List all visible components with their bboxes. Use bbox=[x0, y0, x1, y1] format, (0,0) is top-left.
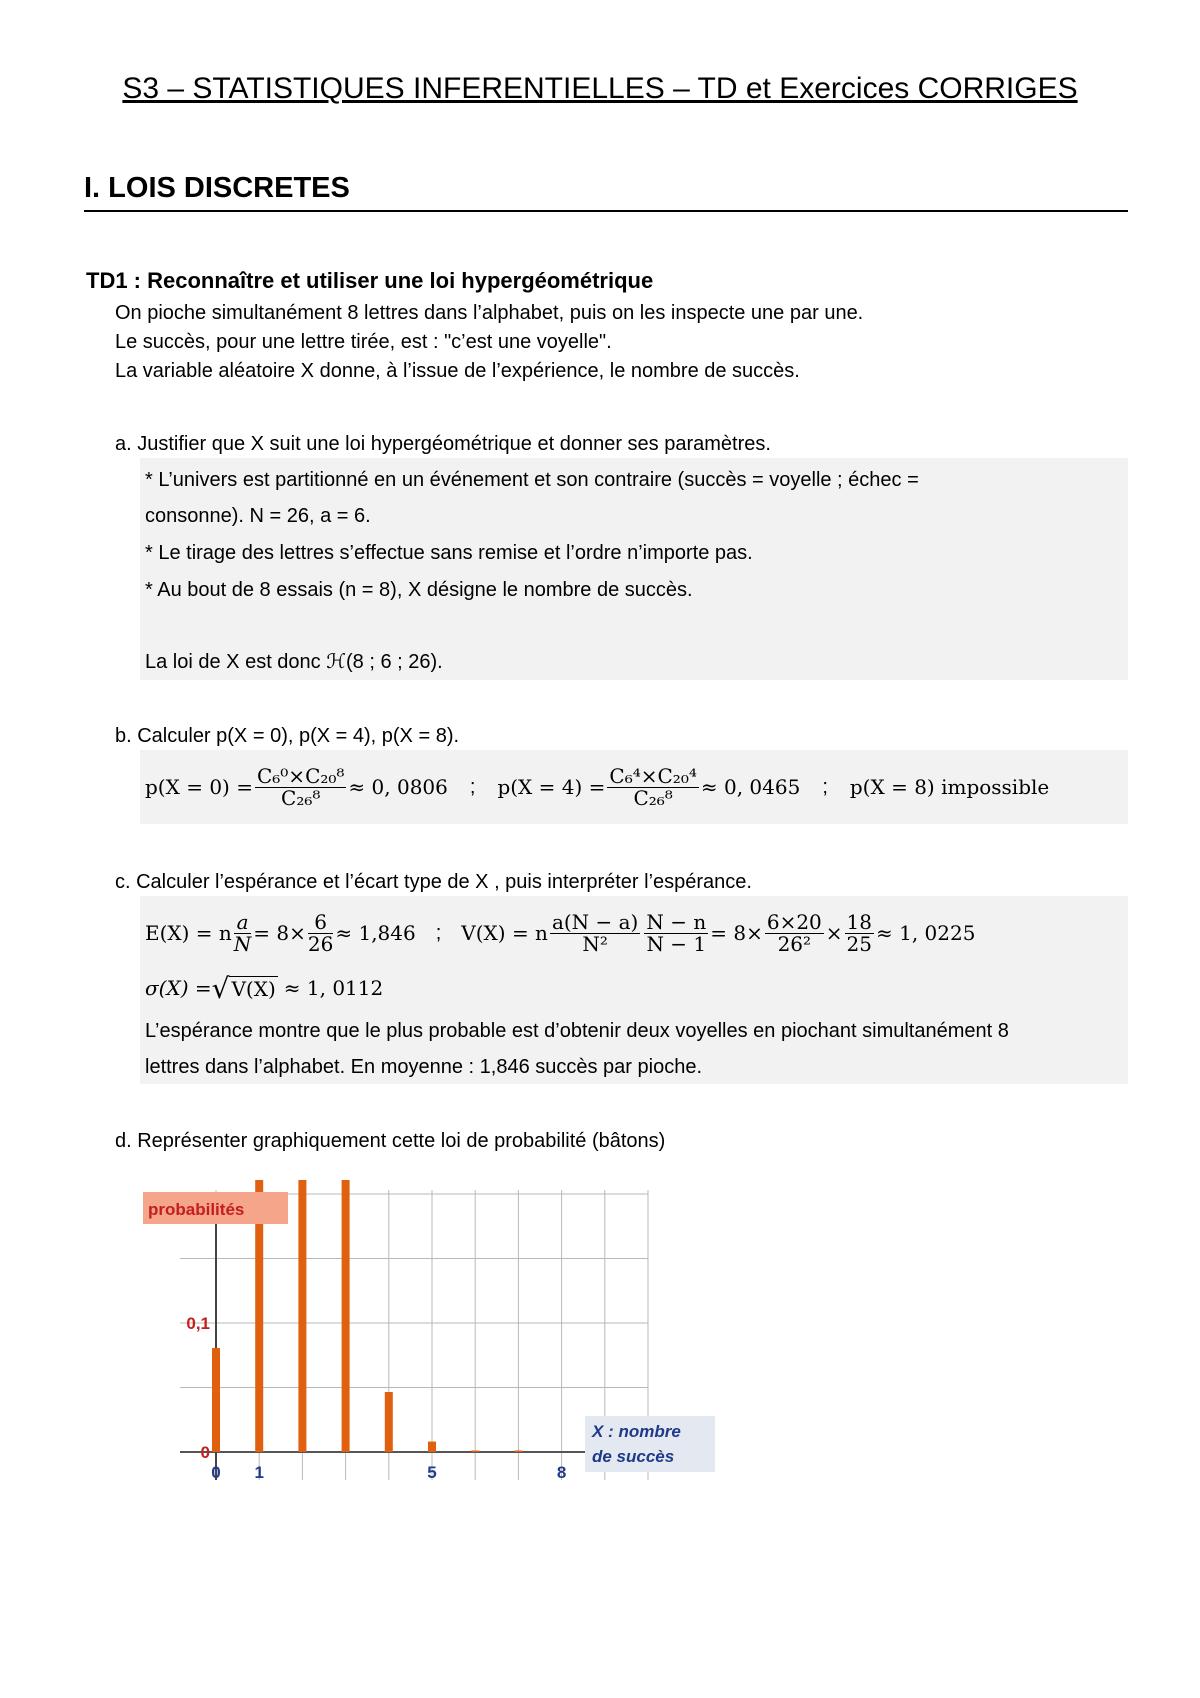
chart-grid bbox=[180, 1180, 648, 1480]
v-fraction-2: $\frac{N - n}{N - 1}$ bbox=[646, 909, 707, 956]
answer-a-line: * L’univers est partitionné en un événement et son contraire (succès = voyelle ; échec = bbox=[145, 469, 919, 491]
bar-x-4 bbox=[385, 1392, 393, 1452]
section-heading: I. LOIS DISCRETES bbox=[84, 172, 350, 204]
x-tick-label: 0 bbox=[211, 1463, 221, 1482]
p8-label: p(X = 8) impossible bbox=[849, 775, 1050, 799]
intro-line: La variable aléatoire X donne, à l’issue de l’expérience, le nombre de succès. bbox=[115, 360, 800, 382]
page-title: S3 – STATISTIQUES INFERENTIELLES – TD et Exercices CORRIGES bbox=[122, 72, 1078, 105]
interpretation-line: lettres dans l’alphabet. En moyenne : 1,846 succès par pioche. bbox=[145, 1056, 703, 1078]
sigma-lhs: σ(X) = bbox=[145, 976, 212, 1000]
v-fraction-4: $\frac{18}{25}$ bbox=[846, 909, 872, 956]
p4-label: p(X = 4) = bbox=[497, 775, 606, 799]
sigma-value: ≈ 1, 0112 bbox=[283, 976, 384, 1000]
question-b: b. Calculer p(X = 0), p(X = 4), p(X = 8). bbox=[115, 725, 460, 747]
sigma-line bbox=[145, 970, 383, 1006]
y-tick-label: 0 bbox=[200, 1443, 210, 1462]
separator: ; bbox=[469, 775, 476, 798]
e-fraction: $\frac{a}{N}$ bbox=[233, 909, 252, 956]
separator: ; bbox=[822, 775, 828, 798]
answer-a-line: consonne). N = 26, a = 6. bbox=[145, 505, 371, 527]
bar-x-7 bbox=[514, 1451, 522, 1453]
y-tick-label: 0,1 bbox=[186, 1314, 210, 1333]
interpretation-line: L’espérance montre que le plus probable est d’obtenir deux voyelles en piochant simultanément 8 bbox=[145, 1020, 1009, 1042]
sqrt-symbol: √ bbox=[211, 971, 230, 1005]
p4-value: ≈ 0, 0465 bbox=[700, 775, 801, 799]
v-mid: = 8× bbox=[710, 921, 763, 945]
y-axis-label: probabilités bbox=[148, 1200, 245, 1219]
bar-x-2 bbox=[298, 1180, 306, 1452]
p0-label: p(X = 0) = bbox=[145, 775, 253, 799]
x-tick-label: 8 bbox=[556, 1463, 567, 1482]
x-axis-label: X : nombre bbox=[592, 1422, 681, 1441]
v-fraction-3: $\frac{6\times 20}{\text{26²}}$ bbox=[766, 909, 822, 956]
answer-a-line: * Au bout de 8 essais (n = 8), X désigne le nombre de succès. bbox=[145, 579, 693, 601]
x-tick-label: 5 bbox=[427, 1463, 437, 1482]
v-value: ≈ 1, 0225 bbox=[876, 921, 976, 945]
v-fraction-1: $\frac{a(N - a)}{\text{N²}}$ bbox=[551, 909, 639, 956]
e-mid: = 8× bbox=[253, 921, 306, 945]
probability-bar-chart bbox=[140, 1180, 740, 1500]
p0-fraction: $\frac{\text{C₆⁰×C₂₀⁸}}{\text{C₂₆⁸}}$ bbox=[256, 763, 345, 810]
x-axis-label: de succès bbox=[592, 1447, 675, 1466]
separator: ; bbox=[435, 921, 442, 944]
question-a: a. Justifier que X suit une loi hypergéométrique et donner ses paramètres. bbox=[115, 433, 771, 455]
e-lhs: E(X) = n bbox=[145, 921, 232, 945]
answer-a-line: * Le tirage des lettres s’effectue sans remise et l’ordre n’importe pas. bbox=[145, 542, 753, 564]
intro-line: Le succès, pour une lettre tirée, est : "c’est une voyelle". bbox=[115, 331, 612, 353]
p4-fraction: $\frac{\text{C₆⁴×C₂₀⁴}}{\text{C₂₆⁸}}$ bbox=[609, 763, 697, 810]
e-value: ≈ 1,846 bbox=[335, 921, 416, 945]
question-c: c. Calculer l’espérance et l’écart type de X , puis interpréter l’espérance. bbox=[115, 871, 752, 893]
answer-a-conclusion: La loi de X est donc ℋ(8 ; 6 ; 26). bbox=[145, 651, 443, 673]
p0-value: ≈ 0, 0806 bbox=[348, 775, 448, 799]
intro-line: On pioche simultanément 8 lettres dans l’alphabet, puis on les inspecte une par une. bbox=[115, 302, 864, 324]
v-lhs: V(X) = n bbox=[461, 921, 548, 945]
bar-x-0 bbox=[212, 1348, 220, 1452]
answer-b-formulas bbox=[145, 755, 1049, 819]
td1-heading: TD1 : Reconnaître et utiliser une loi hypergéométrique bbox=[86, 268, 654, 293]
section-divider bbox=[84, 210, 1128, 212]
sqrt-radicand: V(X) bbox=[231, 976, 276, 1001]
bar-x-5 bbox=[428, 1442, 436, 1452]
x-tick-label: 1 bbox=[254, 1463, 264, 1482]
e-fraction-2: $\frac{6}{26}$ bbox=[307, 909, 334, 956]
bar-x-3 bbox=[342, 1180, 350, 1452]
chart-labels bbox=[143, 1180, 715, 1482]
v-times: × bbox=[825, 921, 843, 945]
question-d: d. Représenter graphiquement cette loi de probabilité (bâtons) bbox=[115, 1130, 666, 1152]
expectation-variance-line bbox=[145, 902, 975, 964]
bar-x-6 bbox=[471, 1451, 479, 1453]
